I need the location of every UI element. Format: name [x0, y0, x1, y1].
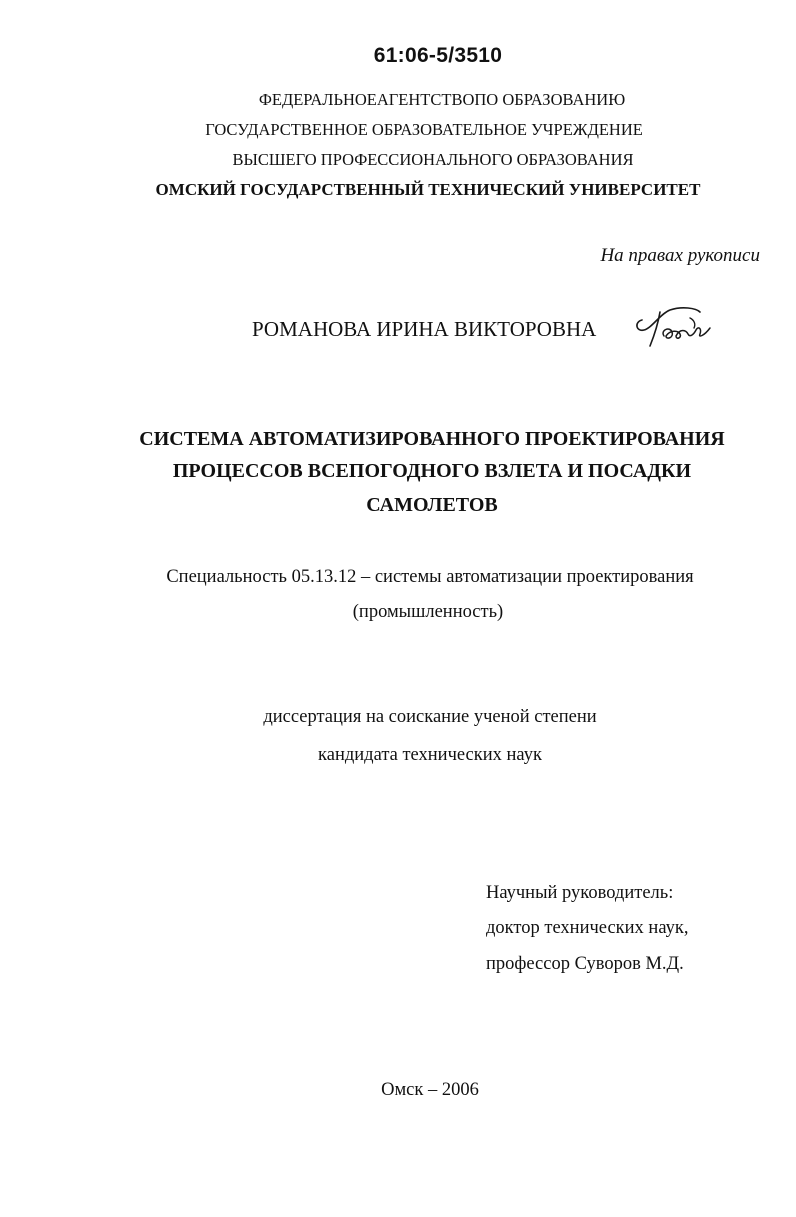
specialty-line-1: Специальность 05.13.12 – системы автоматизации проектирования — [166, 567, 694, 587]
organization-line-2: ГОСУДАРСТВЕННОЕ ОБРАЗОВАТЕЛЬНОЕ УЧРЕЖДЕНИЕ — [205, 120, 643, 139]
university-name: ОМСКИЙ ГОСУДАРСТВЕННЫЙ ТЕХНИЧЕСКИЙ УНИВЕРСИТЕТ — [155, 180, 701, 199]
thesis-title-line-2: ПРОЦЕССОВ ВСЕПОГОДНОГО ВЗЛЕТА И ПОСАДКИ — [172, 460, 692, 482]
specialty-line-2: (промышленность) — [352, 602, 504, 622]
rights-note: На правах рукописи — [600, 245, 760, 266]
organization-line-3: ВЫСШЕГО ПРОФЕССИОНАЛЬНОГО ОБРАЗОВАНИЯ — [232, 150, 634, 169]
advisor-degree: доктор технических наук, — [486, 918, 689, 938]
author-name: РОМАНОВА ИРИНА ВИКТОРОВНА — [252, 317, 597, 341]
dissertation-line-1: диссертация на соискание ученой степени — [263, 707, 597, 727]
author-signature — [630, 300, 722, 352]
organization-line-1: ФЕДЕРАЛЬНОЕАГЕНТСТВОПО ОБРАЗОВАНИЮ — [258, 90, 626, 109]
advisor-label: Научный руководитель: — [486, 883, 674, 903]
advisor-name: профессор Суворов М.Д. — [486, 954, 684, 974]
thesis-title-line-3: САМОЛЕТОВ — [366, 494, 498, 516]
thesis-title-line-1: СИСТЕМА АВТОМАТИЗИРОВАННОГО ПРОЕКТИРОВАНИЯ — [139, 428, 725, 450]
city-year: Омск – 2006 — [381, 1080, 479, 1100]
archive-code: 61:06-5/3510 — [373, 44, 503, 67]
dissertation-line-2: кандидата технических наук — [318, 745, 542, 765]
